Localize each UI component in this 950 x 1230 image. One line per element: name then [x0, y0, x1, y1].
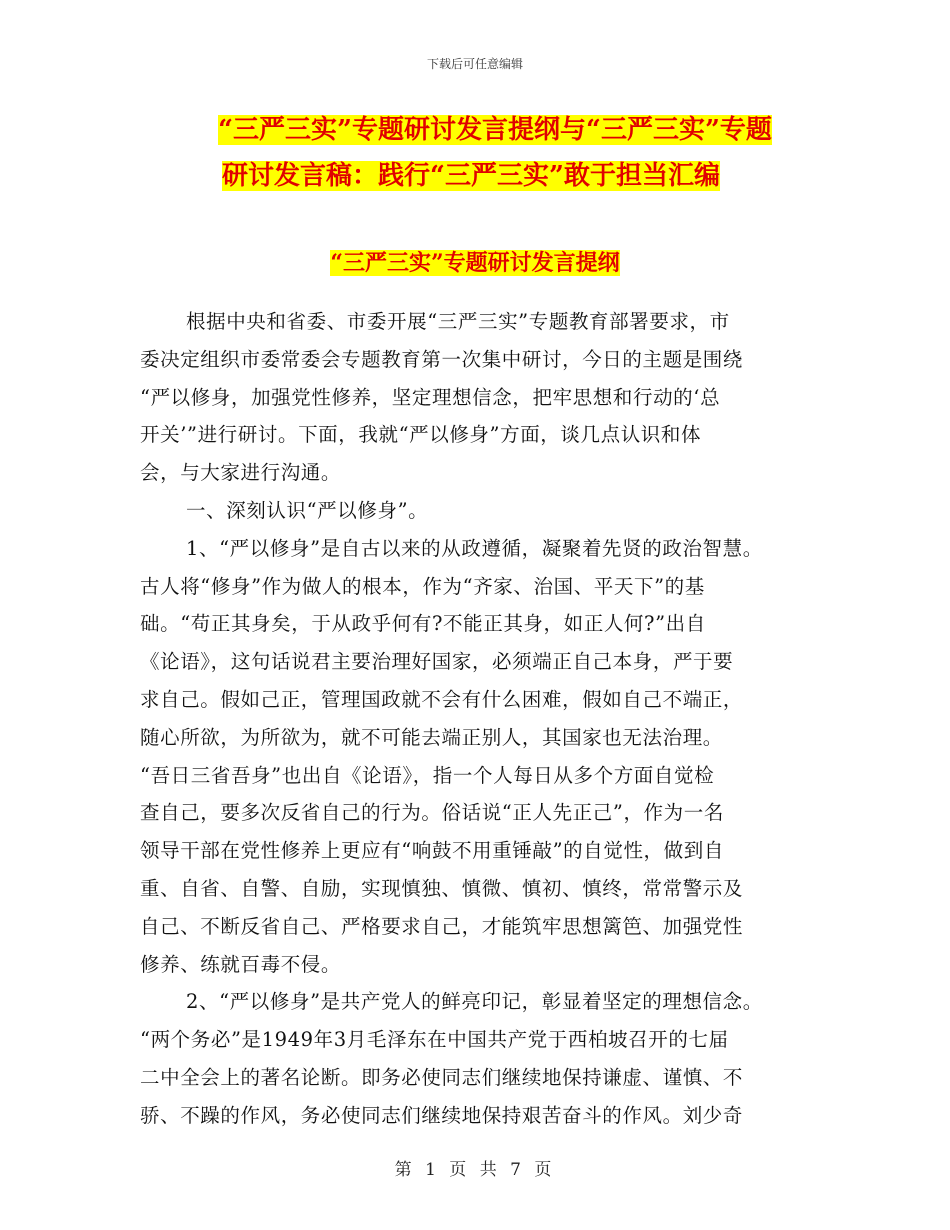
- body-line: 随心所欲，为所欲为，就不可能去端正别人，其国家也无法治理。: [140, 725, 723, 749]
- body-line: “严以修身，加强党性修养，坚定理想信念，把牢思想和行动的‘总: [140, 385, 721, 409]
- body-line: 求自己。假如己正，管理国政就不会有什么困难，假如自己不端正，: [140, 687, 744, 711]
- body-line: 1、“严以修身”是自古以来的从政遵循，凝聚着先贤的政治智慧。: [186, 536, 763, 560]
- body-line: 自己、不断反省自己、严格要求自己，才能筑牢思想篱笆、加强党性: [140, 914, 744, 938]
- body-line: 2、“严以修身”是共产党人的鲜亮印记，彰显着坚定的理想信念。: [186, 990, 763, 1014]
- section-heading: [0, 246, 950, 280]
- document-title-text-2: 研讨发言稿：践行“三严三实”敢于担当汇编: [222, 161, 720, 191]
- body-line: “吾日三省吾身”也出自《论语》，指一个人每日从多个方面自觉检: [140, 763, 715, 787]
- body-text: [140, 303, 840, 1135]
- header-note: 下载后可任意编辑: [426, 57, 523, 71]
- body-line: 查自己，要多次反省自己的行为。俗话说“正人先正己”，作为一名: [140, 801, 724, 825]
- document-title-line-2: [0, 158, 946, 194]
- body-line: 二中全会上的著名论断。即务必使同志们继续地保持谦虚、谨慎、不: [140, 1065, 744, 1089]
- body-line: 础。“苟正其身矣，于从政乎何有?不能正其身，如正人何?”出自: [140, 612, 706, 636]
- body-line: 开关’”进行研讨。下面，我就“严以修身”方面，谈几点认识和体: [140, 423, 702, 447]
- page-footer: 第 1 页 共 7 页: [394, 1160, 556, 1180]
- body-line: 骄、不躁的作风，务必使同志们继续地保持艰苦奋斗的作风。刘少奇: [140, 1103, 744, 1127]
- body-line: 领导干部在党性修养上更应有“响鼓不用重锤敲”的自觉性，做到自: [140, 839, 724, 863]
- body-line: 根据中央和省委、市委开展“三严三实”专题教育部署要求，市: [186, 310, 730, 333]
- body-line: 一、深刻认识“严以修身”。: [186, 498, 429, 522]
- body-line: “两个务必”是1949年3月毛泽东在中国共产党于西柏坡召开的七届: [140, 1028, 729, 1052]
- body-line: 重、自省、自警、自励，实现慎独、慎微、慎初、慎终，常常警示及: [140, 876, 744, 900]
- section-heading-text: “三严三实”专题研讨发言提纲: [330, 250, 620, 276]
- body-line: 委决定组织市委常委会专题教育第一次集中研讨，今日的主题是围绕: [140, 347, 744, 371]
- body-line: 会，与大家进行沟通。: [140, 461, 342, 485]
- body-line: 《论语》，这句话说君主要治理好国家，必须端正自己本身，严于要: [140, 650, 734, 674]
- body-line: 修养、练就百毒不侵。: [140, 952, 342, 976]
- document-title-text-1: “三严三实”专题研讨发言提纲与“三严三实”专题: [218, 115, 772, 145]
- body-line: 古人将“修身”作为做人的根本，作为“齐家、治国、平天下”的基: [140, 574, 705, 598]
- document-title-line-1: [20, 112, 950, 148]
